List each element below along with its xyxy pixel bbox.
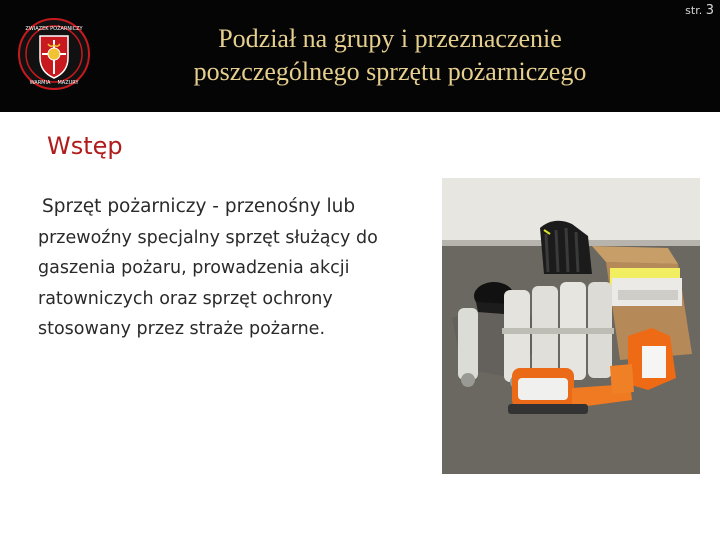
title-line-2: poszczególnego sprzętu pożarniczego [193,57,587,86]
definition-line-4: stosowany przez straże pożarne. [38,319,326,339]
definition-line-3: ratowniczych oraz sprzęt ochrony [38,288,333,309]
fire-brigade-logo [18,18,90,90]
definition-paragraph [38,192,423,345]
definition-line-1: przewoźny specjalny sprzęt służący do [38,227,378,248]
logo-text-left: WARMIA [29,80,51,86]
definition-line-2: gaszenia pożaru, prowadzenia akcji [38,258,350,278]
title-line-1: Podział na grupy i przeznaczenie [218,24,562,53]
page-title [120,22,660,88]
header-bar [0,0,720,112]
definition-start: przenośny lub [224,196,356,217]
page-number [685,3,714,18]
logo-text-right: MAZURY [57,80,79,86]
page-prefix: str. [685,4,703,17]
section-heading: Wstęp [47,132,123,160]
definition-lead-line [38,192,423,223]
definition-term: Sprzęt pożarniczy [42,196,207,217]
equipment-photo [442,178,700,474]
page-number-value: 3 [705,3,714,18]
logo-text-top: ZWIĄZEK POŻARNICZY [25,26,83,32]
definition-separator: - [206,196,225,217]
